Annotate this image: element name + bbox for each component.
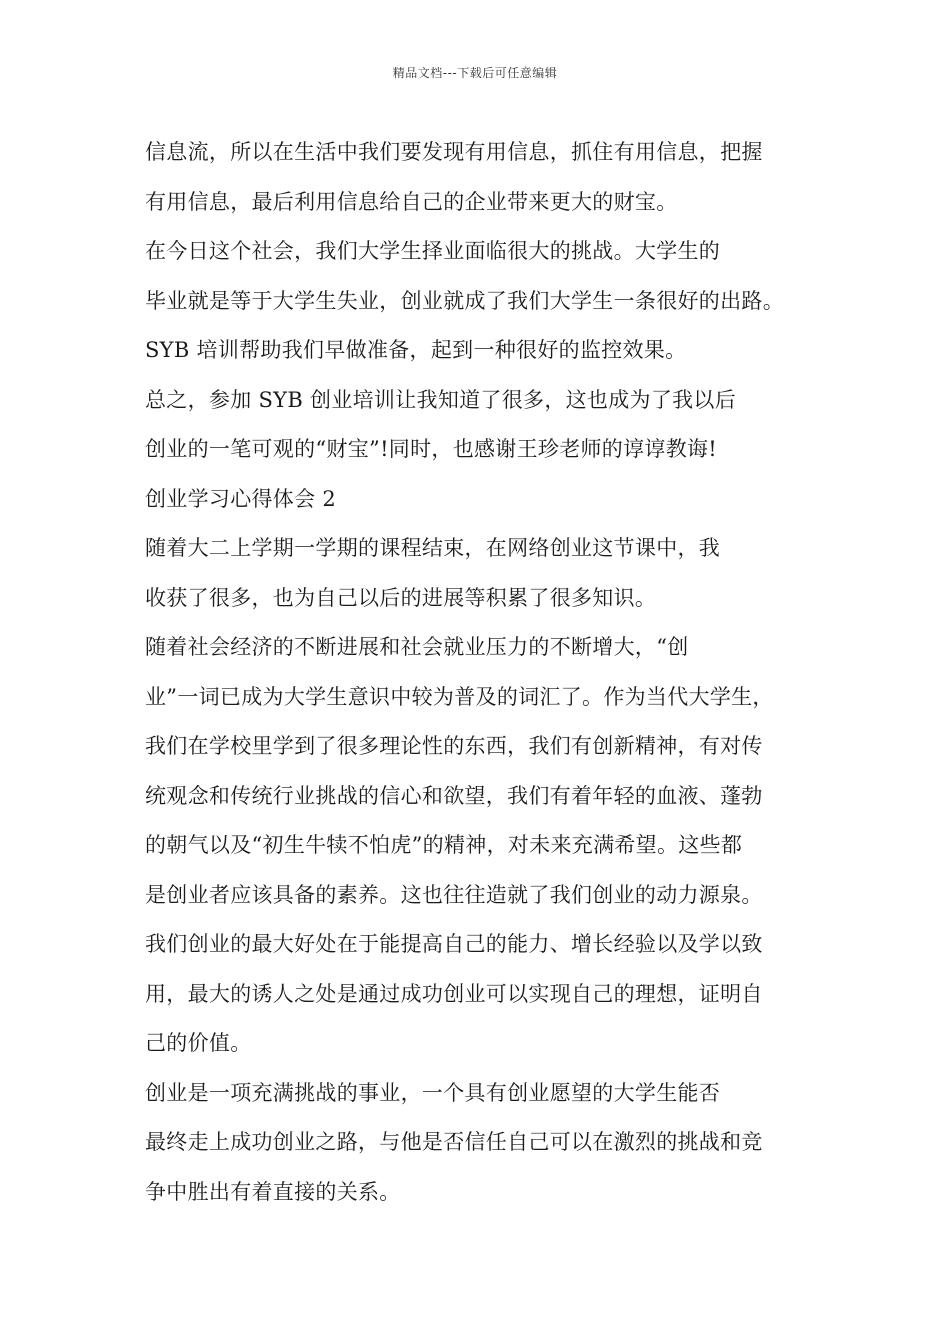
text-line: 最终走上成功创业之路，与他是否信任自己可以在激烈的挑战和竞	[145, 1130, 763, 1154]
text-line: 信息流，所以在生活中我们要发现有用信息，抓住有用信息，把握	[145, 140, 763, 164]
text-line: 创业的一笔可观的“财宝”!同时，也感谢王珍老师的谆谆教诲!	[145, 437, 718, 461]
section-heading: 创业学习心得体会 2	[145, 486, 337, 511]
text-line: 业”一词已成为大学生意识中较为普及的词汇了。作为当代大学生，	[145, 684, 774, 709]
text-line: 用，最大的诱人之处是通过成功创业可以实现自己的理想，证明自	[145, 981, 763, 1006]
text-line: 我们在学校里学到了很多理论性的东西，我们有创新精神，有对传	[145, 734, 763, 758]
text-line: 是创业者应该具备的素养。这也往往造就了我们创业的动力源泉。	[145, 882, 763, 907]
text-line: 有用信息，最后利用信息给自己的企业带来更大的财宝。	[145, 189, 678, 214]
text-line: 总之，参加 SYB 创业培训让我知道了很多，这也成为了我以后	[145, 387, 737, 412]
text-line: 己的价值。	[145, 1031, 252, 1055]
text-line: 争中胜出有着直接的关系。	[145, 1179, 401, 1204]
text-line: 的朝气以及“初生牛犊不怕虎”的精神，对未来充满希望。这些都	[145, 833, 743, 857]
text-line: 随着社会经济的不断进展和社会就业压力的不断增大，“创	[145, 635, 689, 659]
page-header: 精品文档---下载后可任意编辑	[392, 66, 558, 80]
document-body	[145, 128, 815, 1217]
text-line: 我们创业的最大好处在于能提高自己的能力、增长经验以及学以致	[145, 932, 763, 956]
text-line: SYB 培训帮助我们早做准备，起到一种很好的监控效果。	[145, 338, 687, 362]
text-line: 毕业就是等于大学生失业，创业就成了我们大学生一条很好的出路。	[145, 288, 784, 313]
text-line: 创业是一项充满挑战的事业，一个具有创业愿望的大学生能否	[145, 1080, 721, 1105]
text-line: 收获了很多，也为自己以后的进展等积累了很多知识。	[145, 585, 657, 610]
text-line: 在今日这个社会，我们大学生择业面临很大的挑战。大学生的	[145, 239, 721, 263]
text-line: 统观念和传统行业挑战的信心和欲望，我们有着年轻的血液、蓬勃	[145, 783, 763, 808]
text-line: 随着大二上学期一学期的课程结束，在网络创业这节课中，我	[145, 536, 721, 560]
